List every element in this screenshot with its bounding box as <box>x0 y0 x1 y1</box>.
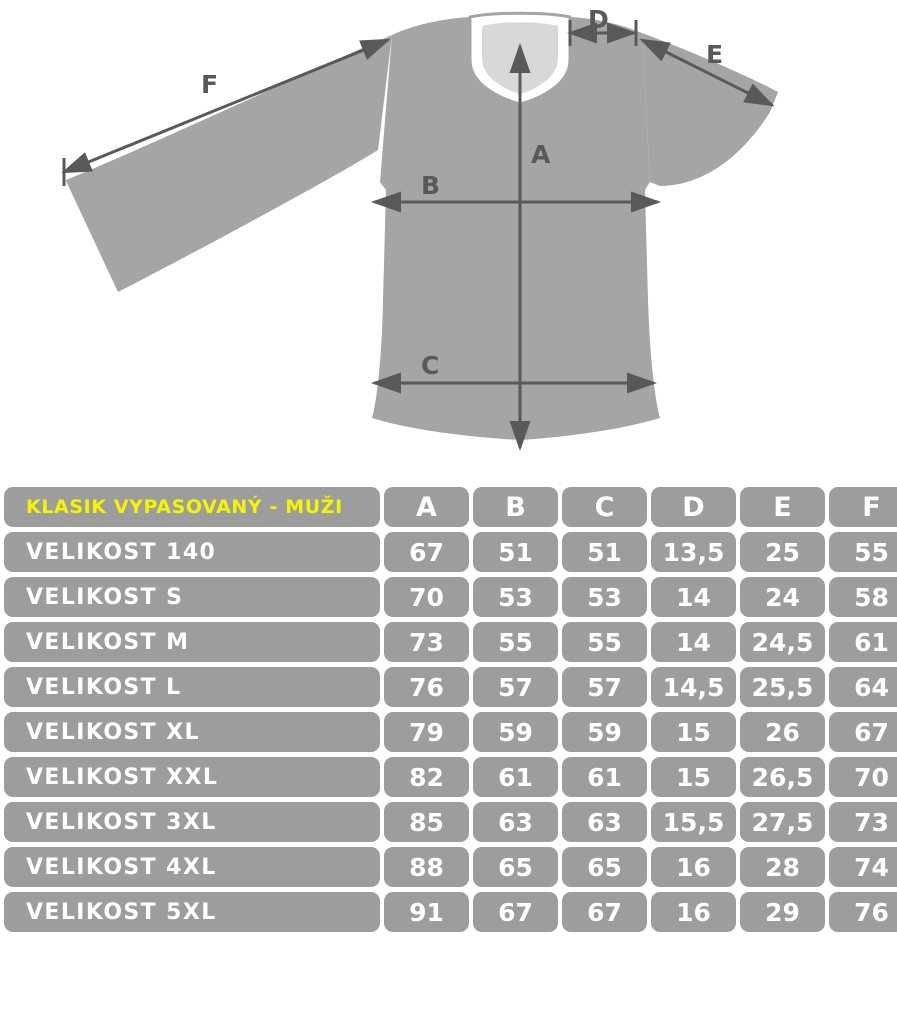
table-row <box>4 802 897 842</box>
size-label: VELIKOST M <box>4 622 380 662</box>
cell-D: 15 <box>651 712 736 752</box>
cell-F: 67 <box>829 712 897 752</box>
cell-A: 88 <box>384 847 469 887</box>
cell-B: 57 <box>473 667 558 707</box>
column-header-E: E <box>740 487 825 527</box>
dimension-label-F: F <box>201 70 219 99</box>
column-header-A: A <box>384 487 469 527</box>
cell-C: 63 <box>562 802 647 842</box>
cell-F: 70 <box>829 757 897 797</box>
cell-D: 13,5 <box>651 532 736 572</box>
cell-A: 70 <box>384 577 469 617</box>
cell-C: 55 <box>562 622 647 662</box>
cell-E: 24 <box>740 577 825 617</box>
cell-B: 59 <box>473 712 558 752</box>
column-header-C: C <box>562 487 647 527</box>
size-label: VELIKOST 140 <box>4 532 380 572</box>
dimension-label-A: A <box>531 140 551 169</box>
cell-D: 15,5 <box>651 802 736 842</box>
cell-F: 64 <box>829 667 897 707</box>
cell-A: 76 <box>384 667 469 707</box>
cell-F: 73 <box>829 802 897 842</box>
cell-C: 59 <box>562 712 647 752</box>
cell-B: 63 <box>473 802 558 842</box>
column-header-B: B <box>473 487 558 527</box>
size-label: VELIKOST 3XL <box>4 802 380 842</box>
cell-F: 61 <box>829 622 897 662</box>
cell-C: 65 <box>562 847 647 887</box>
table-row <box>4 712 897 752</box>
table-title: KLASIK VYPASOVANÝ - MUŽI <box>4 487 380 527</box>
column-header-D: D <box>651 487 736 527</box>
cell-C: 53 <box>562 577 647 617</box>
cell-E: 24,5 <box>740 622 825 662</box>
cell-B: 55 <box>473 622 558 662</box>
cell-E: 26,5 <box>740 757 825 797</box>
cell-B: 61 <box>473 757 558 797</box>
cell-B: 51 <box>473 532 558 572</box>
cell-D: 16 <box>651 892 736 932</box>
cell-B: 53 <box>473 577 558 617</box>
cell-B: 67 <box>473 892 558 932</box>
cell-A: 85 <box>384 802 469 842</box>
column-header-F: F <box>829 487 897 527</box>
cell-E: 29 <box>740 892 825 932</box>
dimension-label-E: E <box>706 40 724 69</box>
table-row <box>4 532 897 572</box>
size-label: VELIKOST XL <box>4 712 380 752</box>
size-label: VELIKOST L <box>4 667 380 707</box>
dimension-label-C: C <box>421 351 440 380</box>
dimension-label-D: D <box>588 5 610 34</box>
cell-C: 57 <box>562 667 647 707</box>
cell-A: 73 <box>384 622 469 662</box>
cell-E: 27,5 <box>740 802 825 842</box>
cell-F: 58 <box>829 577 897 617</box>
cell-C: 51 <box>562 532 647 572</box>
cell-E: 28 <box>740 847 825 887</box>
table-row <box>4 577 897 617</box>
cell-E: 25,5 <box>740 667 825 707</box>
t-shirt-measurement-diagram <box>0 0 897 480</box>
size-chart-table <box>0 482 897 937</box>
cell-D: 14 <box>651 622 736 662</box>
cell-E: 26 <box>740 712 825 752</box>
cell-C: 61 <box>562 757 647 797</box>
size-label: VELIKOST 4XL <box>4 847 380 887</box>
cell-F: 55 <box>829 532 897 572</box>
dimension-label-B: B <box>421 171 441 200</box>
table-row <box>4 622 897 662</box>
table-header-row <box>4 487 897 527</box>
cell-F: 74 <box>829 847 897 887</box>
table-row <box>4 667 897 707</box>
cell-C: 67 <box>562 892 647 932</box>
cell-D: 16 <box>651 847 736 887</box>
cell-F: 76 <box>829 892 897 932</box>
size-label: VELIKOST S <box>4 577 380 617</box>
cell-A: 67 <box>384 532 469 572</box>
cell-A: 82 <box>384 757 469 797</box>
cell-A: 79 <box>384 712 469 752</box>
cell-D: 15 <box>651 757 736 797</box>
cell-E: 25 <box>740 532 825 572</box>
cell-A: 91 <box>384 892 469 932</box>
size-label: VELIKOST 5XL <box>4 892 380 932</box>
cell-B: 65 <box>473 847 558 887</box>
size-label: VELIKOST XXL <box>4 757 380 797</box>
table-row <box>4 757 897 797</box>
cell-D: 14 <box>651 577 736 617</box>
table-row <box>4 892 897 932</box>
table-row <box>4 847 897 887</box>
cell-D: 14,5 <box>651 667 736 707</box>
t-shirt-illustration <box>0 0 897 480</box>
